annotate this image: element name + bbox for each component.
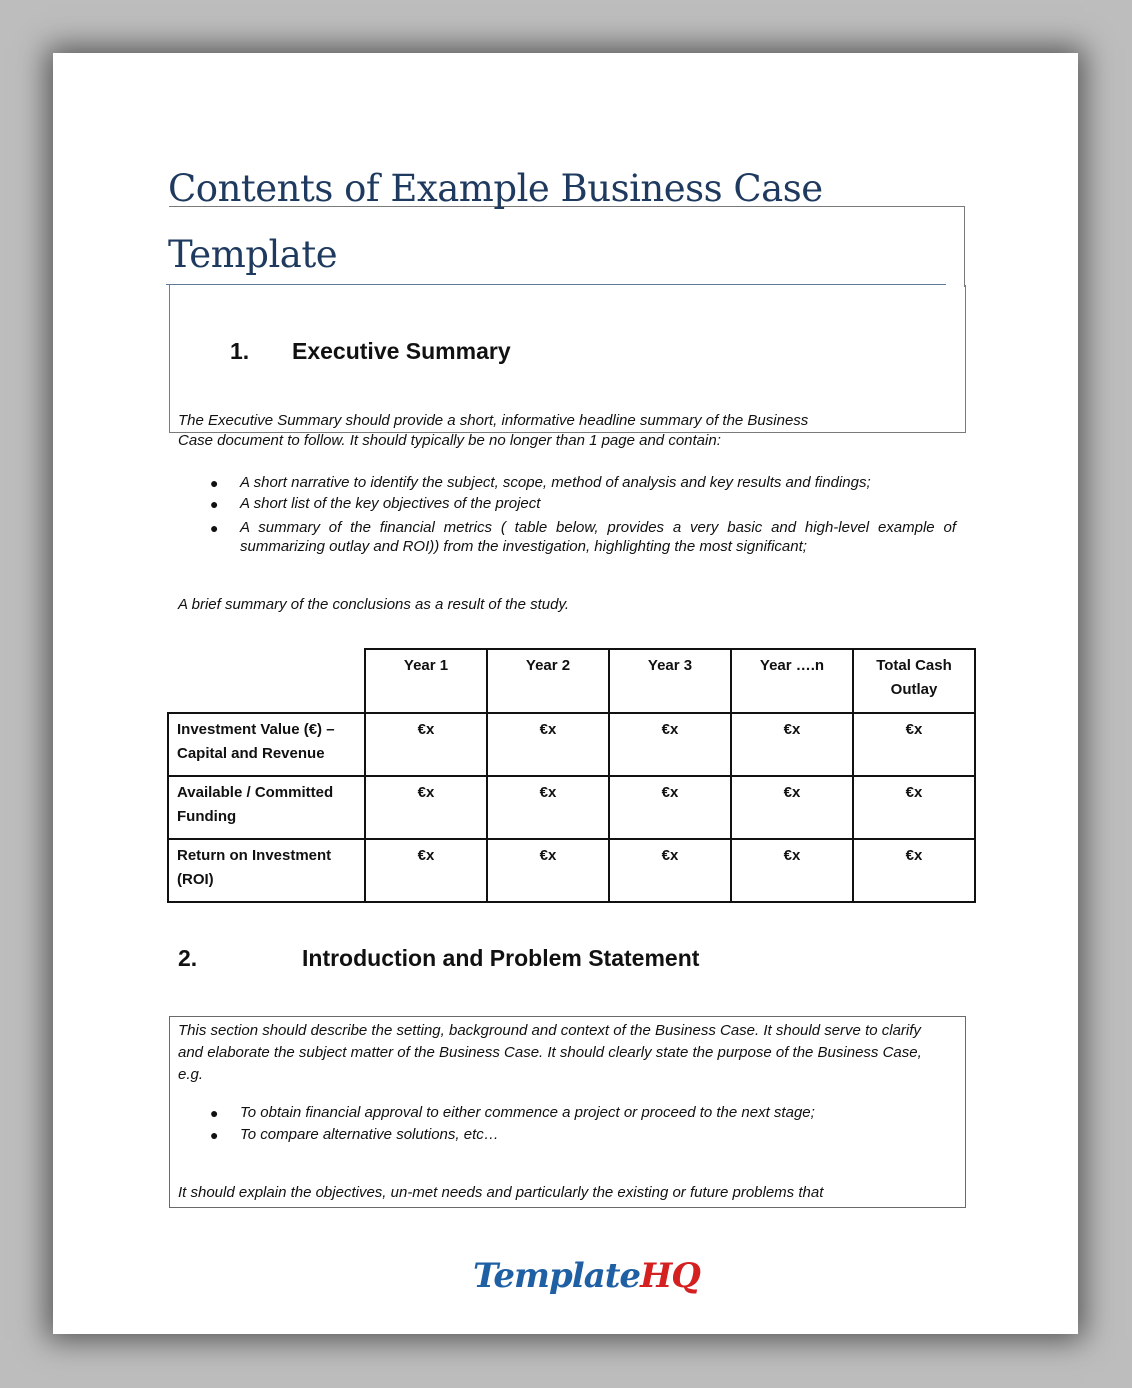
- section1-bullet-list: [178, 474, 956, 556]
- section1-conclusion: A brief summary of the conclusions as a result of the study.: [178, 596, 570, 613]
- logo-text-template: Template: [473, 1256, 641, 1296]
- section1-intro-line1: The Executive Summary should provide a short, informative headline summary of the Business: [178, 412, 809, 429]
- bullet-icon: ●: [210, 475, 219, 491]
- table-cell: €x: [731, 776, 853, 839]
- bullet-icon: ●: [210, 495, 219, 512]
- section1-number: 1.: [230, 338, 250, 364]
- table-cell: €x: [731, 713, 853, 776]
- row-label: Investment Value (€) – Capital and Revenue: [168, 713, 365, 776]
- section1-heading: Executive Summary: [292, 338, 511, 364]
- table-row: [168, 776, 975, 839]
- table-cell: €x: [487, 713, 609, 776]
- logo-text-hq: HQ: [640, 1256, 700, 1296]
- table-row: [168, 839, 975, 902]
- document-title-line1: Contents of Example Business Case: [168, 167, 823, 210]
- table-cell: €x: [853, 713, 975, 776]
- column-header: Year 2: [487, 649, 609, 713]
- table-cell: €x: [853, 776, 975, 839]
- list-item: ● A short list of the key objectives of the project: [210, 494, 541, 512]
- bullet-icon: ●: [210, 1105, 219, 1121]
- list-item: ● To compare alternative solutions, etc…: [178, 1124, 948, 1146]
- row-label: Available / Committed Funding: [168, 776, 365, 839]
- document-title-line2: Template: [168, 233, 338, 276]
- table-cell: €x: [365, 713, 487, 776]
- templatehq-logo: [473, 1256, 700, 1296]
- section2-number: 2.: [178, 945, 198, 971]
- table-cell: €x: [731, 839, 853, 902]
- document-page: [53, 53, 1078, 1334]
- section2-paragraph2: It should explain the objectives, un-met needs and particularly the existing or future problems that: [178, 1184, 824, 1201]
- table-header-row: [168, 649, 975, 713]
- row-label: Return on Investment (ROI): [168, 839, 365, 902]
- table-cell: €x: [365, 776, 487, 839]
- table-corner-cell: [168, 649, 365, 713]
- table-row: [168, 713, 975, 776]
- table-cell: €x: [609, 839, 731, 902]
- column-header: Year 1: [365, 649, 487, 713]
- section2-bullet-list: [178, 1102, 948, 1146]
- section2-heading: Introduction and Problem Statement: [302, 945, 700, 971]
- table-cell: €x: [609, 713, 731, 776]
- column-header: Year 3: [609, 649, 731, 713]
- bullet-icon: ●: [210, 1127, 219, 1143]
- table-cell: €x: [487, 776, 609, 839]
- table-cell: €x: [609, 776, 731, 839]
- table-cell: €x: [853, 839, 975, 902]
- financial-table-wrap: [167, 648, 976, 903]
- list-item: ● A short narrative to identify the subject, scope, method of analysis and key results and findings;: [210, 474, 871, 491]
- bullet-icon: ●: [210, 520, 219, 536]
- table-cell: €x: [487, 839, 609, 902]
- financial-table: [167, 648, 976, 903]
- list-item: ● A summary of the financial metrics ( table below, provides a very basic and high-level example of summarizing outlay and ROI)) from the investigation, highlighting the most significant;: [210, 519, 956, 555]
- section1-intro-line2: Case document to follow. It should typically be no longer than 1 page and contain:: [178, 432, 721, 449]
- list-item: ● To obtain financial approval to either commence a project or proceed to the next stage;: [178, 1102, 948, 1124]
- column-header: Year ….n: [731, 649, 853, 713]
- section2-paragraph1: This section should describe the setting, background and context of the Business Case. It should serve to clarify and elaborate the subject matter of the Business Case. It should clearly state the purpose of the Business Case, e.g.: [178, 1022, 922, 1083]
- column-header: Total Cash Outlay: [853, 649, 975, 713]
- table-cell: €x: [365, 839, 487, 902]
